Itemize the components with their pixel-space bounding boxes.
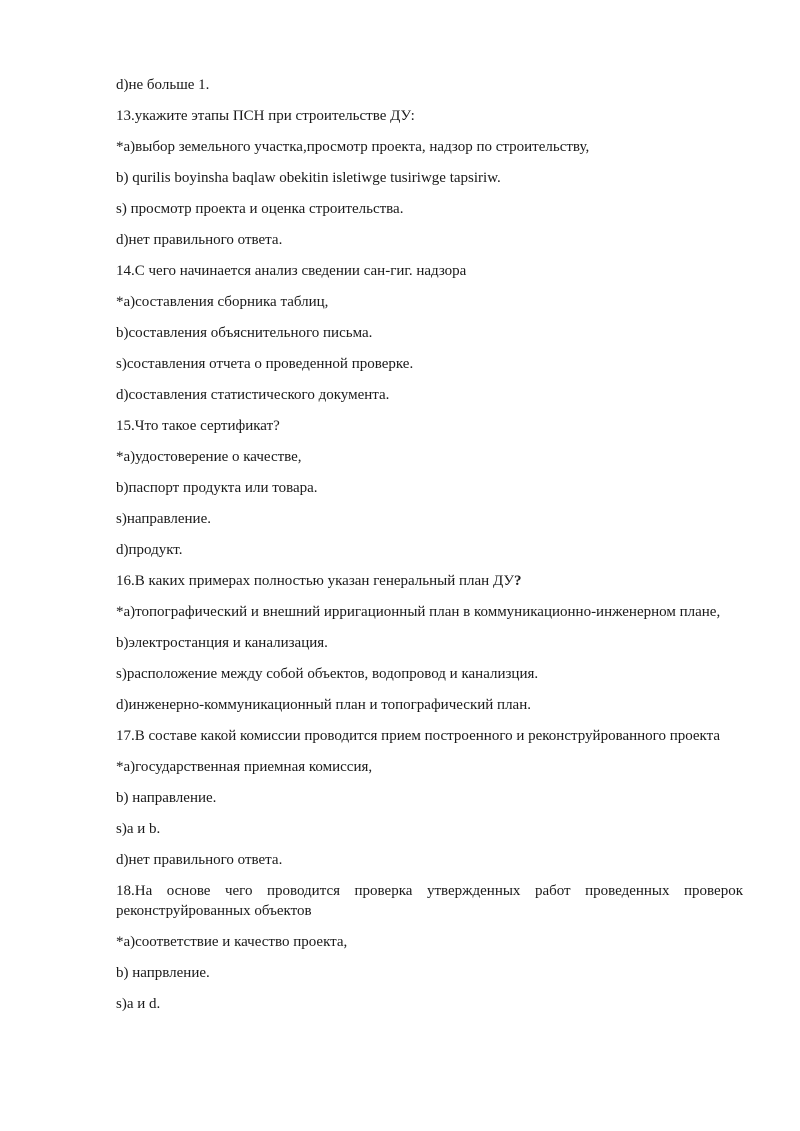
question-text: 13.укажите этапы ПСН при строительстве ДУ:: [116, 108, 415, 124]
question-text: 17.В составе какой комиссии проводится прием построенного и реконструйрованного проекта: [116, 728, 721, 744]
answer-option: b) qurilis boyinsha baqlaw obekitin isletiwge tusiriwge tapsiriw.: [116, 170, 501, 186]
answer-option: b)электростанция и канализация.: [116, 635, 328, 651]
answer-option: s)направление.: [116, 511, 211, 527]
answer-option: s)расположение между собой объектов, водопровод и канализция.: [116, 666, 539, 682]
question-mark: ?: [513, 573, 522, 589]
answer-option: d)составления статистического документа.: [116, 387, 390, 403]
answer-option: *а)выбор земельного участка,просмотр проекта, надзор по строительству,: [116, 139, 590, 155]
answer-option: s) просмотр проекта и оценка строительства.: [116, 201, 404, 217]
answer-option: d)нет правильного ответа.: [116, 852, 283, 868]
question-text: 14.С чего начинается анализ сведении сан-гиг. надзора: [116, 263, 467, 279]
question-text: 15.Что такое сертификат?: [116, 418, 280, 434]
answer-option: b) напрвление.: [116, 965, 210, 981]
answer-option: b) направление.: [116, 790, 217, 806]
question-text: [116, 571, 743, 591]
answer-option: d)продукт.: [116, 542, 183, 558]
question-text-body: 16.В каких примерах полностью указан генеральный план ДУ: [116, 573, 514, 589]
answer-option: b)составления объяснительного письма.: [116, 325, 373, 341]
answer-option: d)нет правильного ответа.: [116, 232, 283, 248]
answer-option: s)a и d.: [116, 996, 161, 1012]
answer-option: *а)удостоверение о качестве,: [116, 449, 302, 465]
answer-option: *а)государственная приемная комиссия,: [116, 759, 373, 775]
answer-option: s)a и b.: [116, 821, 161, 837]
answer-option: *а)соответствие и качество проекта,: [116, 934, 348, 950]
answer-option: d)инженерно-коммуникационный план и топографический план.: [116, 697, 531, 713]
question-text: 18.На основе чего проводится проверка утвержденных работ проведенных проверок реконструйрованных объектов: [116, 883, 743, 919]
answer-option: s)составления отчета о проведенной проверке.: [116, 356, 414, 372]
answer-option: *а)топографический и внешний ирригационный план в коммуникационно-инженерном плане,: [116, 604, 721, 620]
answer-option: b)паспорт продукта или товара.: [116, 480, 318, 496]
document-body: [116, 75, 743, 1025]
answer-option: d)не больше 1.: [116, 77, 210, 93]
answer-option: *а)составления сборника таблиц,: [116, 294, 329, 310]
